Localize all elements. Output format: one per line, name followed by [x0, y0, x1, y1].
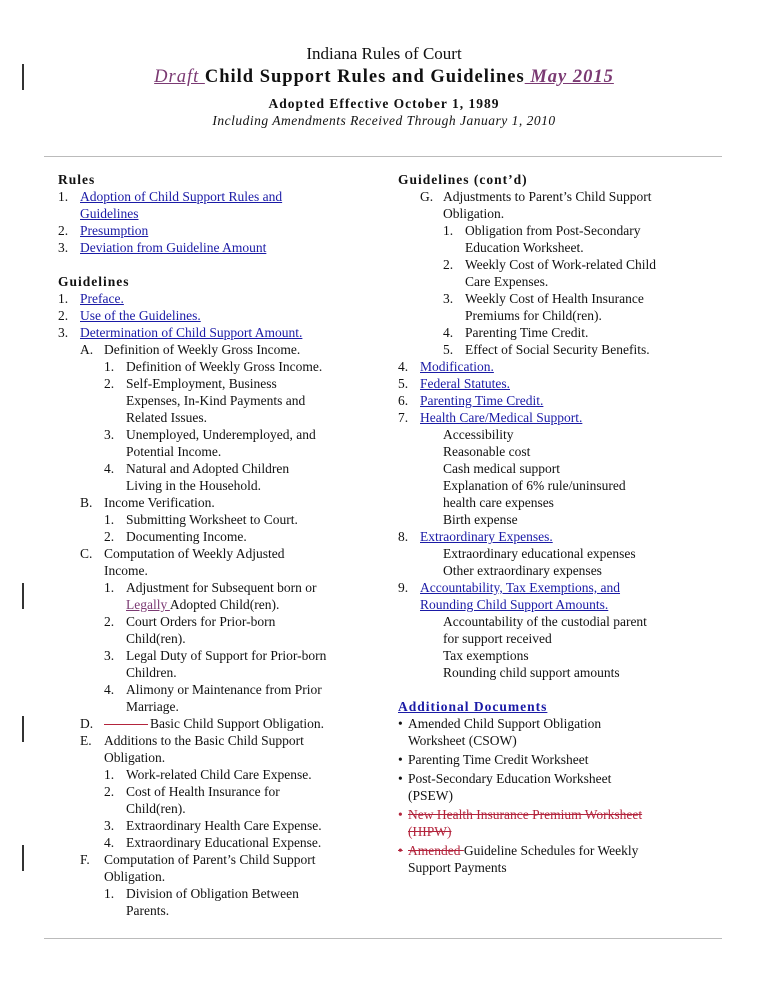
list-item: B. Income Verification.	[80, 495, 215, 510]
list-item: 2. Self-Employment, Business	[104, 376, 277, 391]
list-item: Cash medical support	[443, 461, 560, 476]
list-item: 5. Effect of Social Security Benefits.	[443, 342, 650, 357]
list-item: 1. Definition of Weekly Gross Income.	[104, 359, 323, 374]
list-item: Obligation.	[104, 869, 166, 884]
list-item: Potential Income.	[126, 444, 222, 459]
list-item: 1. Work-related Child Care Expense.	[104, 767, 312, 782]
list-item: Extraordinary educational expenses	[443, 546, 636, 561]
list-item: G. Adjustments to Parent’s Child Support	[420, 189, 652, 204]
list-item: 2. Court Orders for Prior-born	[104, 614, 276, 629]
list-item: Accessibility	[443, 427, 514, 442]
document-title	[0, 65, 768, 89]
list-item: • Amended Child Support Obligation	[398, 716, 602, 731]
link-rule-adoption[interactable]: Adoption of Child Support Rules and	[80, 189, 283, 204]
adopted-date: Adopted Effective October 1, 1989	[268, 96, 500, 111]
list-item: Education Worksheet.	[465, 240, 584, 255]
link-guideline-health-care[interactable]: Health Care/Medical Support.	[420, 410, 583, 425]
list-item: Income.	[104, 563, 148, 578]
link-guideline-use[interactable]: Use of the Guidelines.	[80, 308, 201, 323]
link-additional-documents[interactable]: Additional Documents	[398, 699, 548, 714]
revision-date: May 2015	[524, 67, 614, 87]
list-item: C. Computation of Weekly Adjusted	[80, 546, 285, 561]
list-item: Worksheet (CSOW)	[408, 733, 517, 748]
document-header	[0, 44, 768, 129]
link-guideline-parenting-time[interactable]: Parenting Time Credit.	[420, 393, 544, 408]
amendments-note: Including Amendments Received Through January 1, 2010	[212, 113, 556, 128]
change-bar	[22, 845, 24, 871]
list-item: Other extraordinary expenses	[443, 563, 602, 578]
list-item: Related Issues.	[126, 410, 207, 425]
deleted-list-item: (HIPW)	[408, 824, 452, 839]
list-item: A. Definition of Weekly Gross Income.	[80, 342, 301, 357]
link-guideline-accountability-cont[interactable]: Rounding Child Support Amounts.	[420, 597, 609, 612]
list-item: E. Additions to the Basic Child Support	[80, 733, 304, 748]
list-item: Rounding child support amounts	[443, 665, 620, 680]
list-item: • Post-Secondary Education Worksheet	[398, 771, 612, 786]
list-item: D. Basic Child Support Obligation.	[80, 716, 324, 731]
guidelines-contd-heading: Guidelines (cont’d)	[398, 172, 528, 187]
link-guideline-preface[interactable]: Preface.	[80, 291, 124, 306]
toc-left-column: Rules 1. Adoption of Child Support Rules and Guidelines 2. Presumption 3. Deviation from Guideline Amount Guidelines 1. Preface. 2. Use of the Guidelines. 3. Determination of Child Support Amount. A. Definition of Weekly Gross Income. 1. Definition of Weekly Gross Income. 2. Self-Employment, Business Expenses, In-Kind Payments and Related Issues. 3. Unemployed, Underemployed, and Potential Income. 4. Natural and Adopted Children Living in the Household. B. Income Verification. 1. Submitting Worksheet to Court. 2. Documenting Income. C. Computation of Weekly Adjusted Income. 1. Adjustment for Subsequent born or Legally Adopted Child(ren). 2. Court Orders for Prior-born Child(ren). 3. Legal Duty of Support for Prior-born Children. 4. Alimony or Maintenance from Prior Marriage. D. Basic Child Support Obligation. E. Additions to the Basic Child Support Obligation. 1. Work-related Child Care Expense. 2. Cost of Health Insurance for Child(ren). 3. Extraordinary Health Care Expense. 4. Extraordinary Educational Expense. F. Computation of Parent’s Child Support Obligation. 1. Division of Obligation Between Parents.	[58, 171, 378, 919]
list-item: Child(ren).	[126, 801, 186, 816]
deleted-text: Amended	[408, 843, 464, 858]
list-item: for support received	[443, 631, 552, 646]
link-guideline-federal-statutes[interactable]: Federal Statutes.	[420, 376, 510, 391]
list-item: 3. Weekly Cost of Health Insurance	[443, 291, 644, 306]
change-bar	[22, 716, 24, 742]
list-item: 4. Parenting Time Credit.	[443, 325, 589, 340]
list-item: Children.	[126, 665, 177, 680]
list-item: Reasonable cost	[443, 444, 531, 459]
list-item: Explanation of 6% rule/uninsured	[443, 478, 626, 493]
link-rule-presumption[interactable]: Presumption	[80, 223, 149, 238]
list-item: Living in the Household.	[126, 478, 261, 493]
list-item: 3. Extraordinary Health Care Expense.	[104, 818, 322, 833]
list-item: Marriage.	[126, 699, 179, 714]
court-title: Indiana Rules of Court	[306, 44, 462, 63]
list-item: 3. Legal Duty of Support for Prior-born	[104, 648, 327, 663]
title-text: Child Support Rules and Guidelines	[204, 67, 525, 87]
rules-heading: Rules	[58, 172, 96, 187]
list-item: • Parenting Time Credit Worksheet	[398, 752, 589, 767]
list-item: 2. Documenting Income.	[104, 529, 247, 544]
toc-right-column: Guidelines (cont’d) G. Adjustments to Parent’s Child Support Obligation. 1. Obligation from Post-Secondary Education Worksheet. 2. Weekly Cost of Work-related Child Care Expenses. 3. Weekly Cost of Health Insurance Premiums for Child(ren). 4. Parenting Time Credit. 5. Effect of Social Security Benefits. 4. Modification. 5. Federal Statutes. 6. Parenting Time Credit. 7. Health Care/Medical Support. Accessibility Reasonable cost Cash medical support Explanation of 6% rule/uninsured health care expenses Birth expense 8. Extraordinary Expenses. Extraordinary educational expenses Other extraordinary expenses 9. Accountability, Tax Exemptions, and Rounding Child Support Amounts. Accountability of the custodial parent for support received Tax exemptions Rounding child support amounts Additional Documents • Amended Child Support Obligation Worksheet (CSOW) • Parenting Time Credit Worksheet • Post-Secondary Education Worksheet (PSEW) • New Health Insurance Premium Worksheet (HIPW) • Amended Guideline Schedules for Weekly Support Payments	[398, 171, 728, 876]
bottom-divider	[44, 938, 722, 939]
deleted-list-item: • New Health Insurance Premium Worksheet	[398, 807, 643, 822]
list-item: (PSEW)	[408, 788, 453, 803]
link-guideline-extraordinary[interactable]: Extraordinary Expenses.	[420, 529, 553, 544]
list-item: 4. Natural and Adopted Children	[104, 461, 290, 476]
list-item: Obligation.	[104, 750, 166, 765]
link-rule-deviation[interactable]: Deviation from Guideline Amount	[80, 240, 267, 255]
list-item: 4. Extraordinary Educational Expense.	[104, 835, 322, 850]
list-item: Legally Adopted Child(ren).	[126, 597, 280, 612]
list-item: health care expenses	[443, 495, 554, 510]
list-item: 1. Division of Obligation Between	[104, 886, 299, 901]
list-item: 1. Obligation from Post-Secondary	[443, 223, 641, 238]
change-bar	[22, 583, 24, 609]
link-guideline-modification[interactable]: Modification.	[420, 359, 494, 374]
list-item: Parents.	[126, 903, 170, 918]
list-item: Child(ren).	[126, 631, 186, 646]
inserted-text: Legally	[126, 597, 170, 612]
draft-label: Draft	[154, 67, 205, 87]
list-item: F. Computation of Parent’s Child Support	[80, 852, 316, 867]
link-guideline-determination[interactable]: Determination of Child Support Amount.	[80, 325, 303, 340]
guidelines-heading: Guidelines	[58, 274, 130, 289]
list-item: Obligation.	[443, 206, 505, 221]
list-item: 1. Submitting Worksheet to Court.	[104, 512, 298, 527]
list-item: Birth expense	[443, 512, 518, 527]
list-item: • Amended Guideline Schedules for Weekly	[398, 843, 639, 858]
top-divider	[44, 156, 722, 157]
list-item: Expenses, In-Kind Payments and	[126, 393, 306, 408]
list-item: Premiums for Child(ren).	[465, 308, 602, 323]
list-item: 2. Weekly Cost of Work-related Child	[443, 257, 657, 272]
list-item: Tax exemptions	[443, 648, 529, 663]
deleted-tab-mark	[104, 724, 148, 725]
list-item: 3. Unemployed, Underemployed, and	[104, 427, 316, 442]
list-item: 1. Adjustment for Subsequent born or	[104, 580, 317, 595]
list-item: Support Payments	[408, 860, 507, 875]
list-item: Accountability of the custodial parent	[443, 614, 647, 629]
link-rule-adoption-cont[interactable]: Guidelines	[80, 206, 139, 221]
link-guideline-accountability[interactable]: Accountability, Tax Exemptions, and	[420, 580, 621, 595]
list-item: 4. Alimony or Maintenance from Prior	[104, 682, 322, 697]
list-item: Care Expenses.	[465, 274, 549, 289]
list-item: 2. Cost of Health Insurance for	[104, 784, 280, 799]
